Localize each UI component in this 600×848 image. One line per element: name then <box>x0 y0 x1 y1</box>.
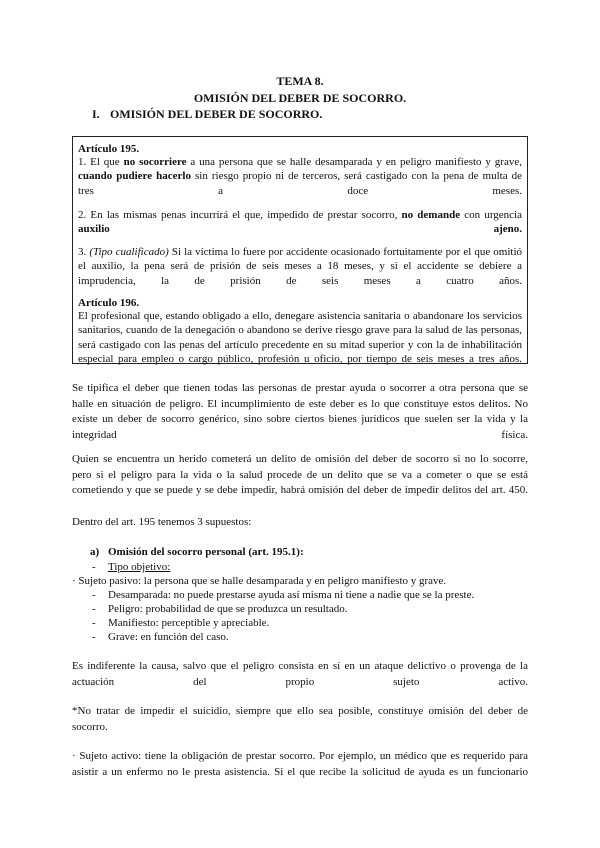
article-195-paragraph-1: 1. El que no socorriere a una persona que se halle desamparada y en peligro manifiesto y grave, cuando pudiere hacerlo sin riesgo propio ni de terceros, será castigado con la pena de multa de tres a doce meses. <box>78 156 522 197</box>
section-title: OMISIÓN DEL DEBER DE SOCORRO. <box>110 107 323 121</box>
article-195-paragraph-2: 2. En las mismas penas incurrirá el que, impedido de prestar socorro, no demande con urgencia auxilio ajeno. <box>78 209 522 236</box>
bullet-grave: Grave: en función del caso. <box>108 631 229 643</box>
subsection-a-marker: a) <box>90 546 100 558</box>
article-196-heading: Artículo 196. <box>78 297 140 309</box>
article-195-paragraph-3: 3. (Tipo cualificado) Si la víctima lo fuere por accidente ocasionado fortuitamente por el que omitió el auxilio, la pena será de prisión de seis meses a 18 meses, y si el accidente se debiere a imprudencia, la de prisión de seis meses a cuatro años. <box>78 246 523 287</box>
bullet-manifiesto: Manifiesto: perceptible y apreciable. <box>108 617 270 629</box>
paragraph-supuestos: Dentro del art. 195 tenemos 3 supuestos: <box>72 516 252 528</box>
tema-heading: TEMA 8. <box>276 74 324 88</box>
article-196-paragraph: El profesional que, estando obligado a ello, denegare asistencia sanitaria o abandonare los servicios sanitarios, cuando de la denegación o abandono se derive riesgo grave para la salud de las personas, será castigado con las penas del artículo precedente en su mitad superior y con la de inhabilitación especial para empleo o cargo público, profesión u oficio, por tiempo de seis meses a tres años. <box>78 310 522 365</box>
page-title: OMISIÓN DEL DEBER DE SOCORRO. <box>193 91 407 105</box>
article-195-heading: Artículo 195. <box>78 143 140 155</box>
bullet-desamparada: Desamparada: no puede prestarse ayuda así misma ni tiene a nadie que se la preste. <box>108 589 475 601</box>
bullet-marker: - <box>92 617 96 629</box>
section-number: I. <box>92 107 100 121</box>
paragraph-suicidio: *No tratar de impedir el suicidio, siempre que ello sea posible, constituye omisión del deber de socorro. <box>72 705 528 733</box>
paragraph-herido: Quien se encuentra un herido cometerá un delito de omisión del deber de socorro si no lo socorre, pero si el peligro para la vida o la salud procede de un delito que se va a cometer o que se está cometiendo y que se puede y se debe impedir, habrá omisión del deber de impedir delitos del art. 450. <box>72 453 528 496</box>
bullet-marker: - <box>92 589 96 601</box>
paragraph-deber: Se tipifica el deber que tienen todas las personas de prestar ayuda o socorrer a otra persona que se halle en situación de peligro. El incumplimiento de este deber es lo que constituye estos delitos. No existe un deber de socorro genérico, sino sobre ciertos bienes jurídicos que suelen ser la vida y la integridad física. <box>72 382 528 441</box>
paragraph-sujeto-activo: · Sujeto activo: tiene la obligación de prestar socorro. Por ejemplo, un médico que es requerido para asistir a un enfermo no le presta asistencia. Si el que recibe la solicitud de ayuda es un funcionario <box>72 750 528 778</box>
bullet-marker: - <box>92 603 96 615</box>
bullet-marker: - <box>92 631 96 643</box>
bullet-peligro: Peligro: probabilidad de que se produzca un resultado. <box>108 603 348 615</box>
sujeto-pasivo-line: · Sujeto pasivo: la persona que se halle desamparada y en peligro manifiesto y grave. <box>72 575 447 587</box>
subsection-a-title: Omisión del socorro personal (art. 195.1): <box>108 546 304 558</box>
tipo-objetivo-label: Tipo objetivo: <box>108 561 171 573</box>
paragraph-causa: Es indiferente la causa, salvo que el peligro consista en sí en un ataque delictivo o provenga de la actuación del propio sujeto activo. <box>72 660 528 688</box>
tipo-objetivo-dash: - <box>92 561 96 573</box>
